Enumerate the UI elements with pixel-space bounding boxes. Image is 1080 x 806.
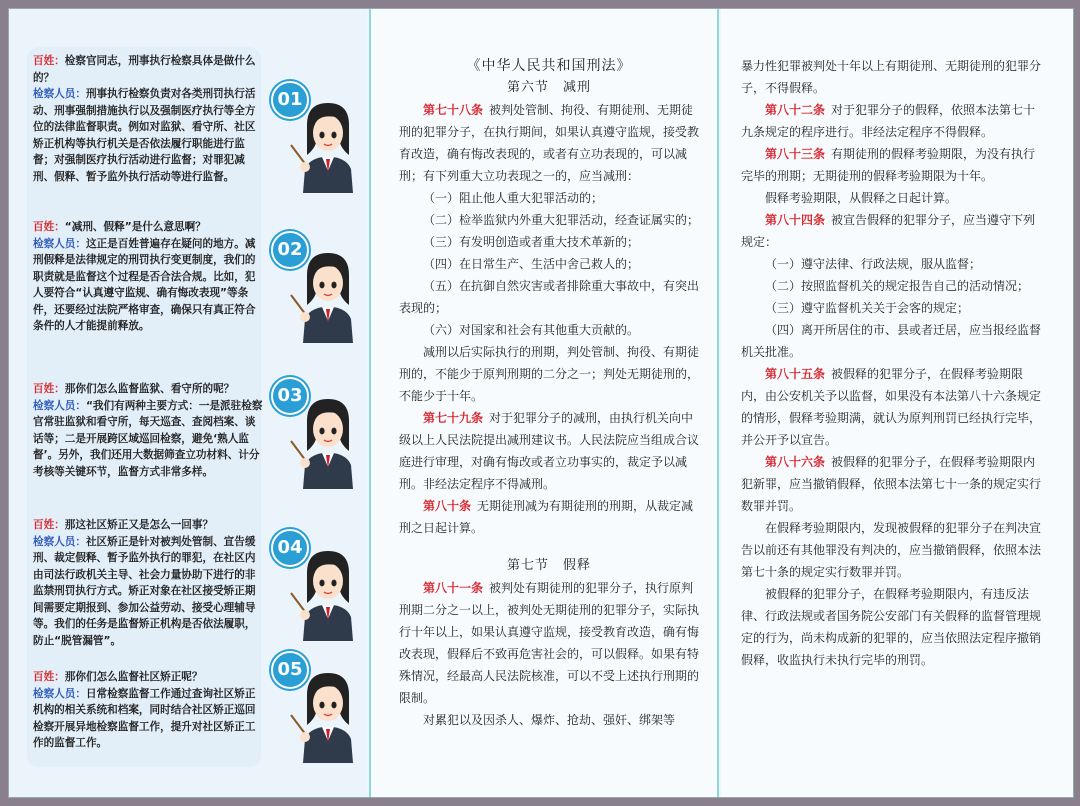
article-78-item-4: （四）在日常生产、生活中舍己救人的； — [423, 257, 640, 271]
qa-item-5 — [33, 669, 263, 752]
a-label: 检察人员： — [33, 237, 86, 250]
answer-text: “我们有两种主要方式：一是派驻检察官常驻监狱和看守所，每天巡查、查阅档案、谈话等；二是开展跨区域巡回检察，避免‘熟人监督’。另外，我们还用大数据筛查立功材料、计分考核等关键环节，监督方式非常多样。 — [33, 399, 263, 478]
teacher-figure-icon — [289, 393, 367, 489]
article-81-continued: 暴力性犯罪被判处十年以上有期徒刑、无期徒刑的犯罪分子，不得假释。 — [741, 59, 1042, 95]
article-78-item-1: （一）阻止他人重大犯罪活动的； — [423, 191, 604, 205]
q-label: 百姓： — [33, 55, 65, 67]
a-label: 检察人员： — [33, 535, 86, 548]
article-text: 对于犯罪分子的假释，依照本法第七十九条规定的程序进行。非经法定程序不得假释。 — [741, 103, 1036, 139]
a-label: 检察人员： — [33, 88, 86, 100]
qa-item-4 — [33, 517, 263, 649]
law-title: 《中华人民共和国刑法》 — [466, 58, 632, 74]
law-text-middle — [399, 55, 699, 731]
article-label: 第八十二条 — [765, 103, 826, 117]
article-text: 有期徒刑的假释考验期限，为没有执行完毕的刑期；无期徒刑的假释考验期限为十年。 — [741, 147, 1036, 183]
qa-panel — [9, 9, 367, 797]
question-text: 那这社区矫正又是怎么一回事？ — [64, 519, 214, 531]
teacher-figure-icon — [289, 667, 367, 763]
article-81 — [399, 577, 699, 709]
a-label: 检察人员： — [33, 399, 86, 412]
article-label: 第八十三条 — [765, 147, 826, 161]
article-84-item-4: （四）离开所居住的市、县或者迁居，应当报经监督机关批准。 — [741, 323, 1042, 359]
article-78-item-2: （二）检举监狱内外重大犯罪活动，经查证属实的； — [423, 213, 700, 227]
article-text: 被判处有期徒刑的犯罪分子，执行原判刑期二分之一以上，被判处无期徒刑的犯罪分子，实际执行十年以上，如果认真遵守监规，接受教育改造，确有悔改表现，假释后不致再危害社会的，可以假释。如果有特殊情况，经最高人民法院核准，可以不受上述执行刑期的限制。 — [399, 581, 700, 705]
article-78-item-5: （五）在抗御自然灾害或者排除重大事故中，有突出表现的； — [399, 279, 700, 315]
criminal-law-panel-middle — [369, 9, 719, 797]
article-81-tail: 对累犯以及因杀人、爆炸、抢劫、强奸、绑架等 — [423, 713, 676, 727]
article-78-item-6: （六）对国家和社会有其他重大贡献的。 — [423, 323, 640, 337]
article-86-para-3: 被假释的犯罪分子，在假释考验期限内，有违反法律、行政法规或者国务院公安部门有关假释的监督管理规定的行为，尚未构成新的犯罪的，应当依照法定程序撤销假释，收监执行未执行完毕的刑罚。 — [741, 587, 1042, 667]
question-text: “减刑、假释”是什么意思啊？ — [64, 221, 206, 233]
article-label: 第八十五条 — [765, 367, 826, 381]
section-7-heading: 第七节 假释 — [506, 558, 591, 573]
article-83 — [741, 143, 1047, 187]
article-text: 无期徒刑减为有期徒刑的刑期，从裁定减刑之日起计算。 — [399, 499, 694, 535]
a-label: 检察人员： — [33, 687, 86, 700]
article-86-para-2: 在假释考验期限内，发现被假释的犯罪分子在判决宣告以前还有其他罪没有判决的，应当撤销假释，依照本法第七十条的规定实行数罪并罚。 — [741, 521, 1042, 579]
article-text: 对于犯罪分子的减刑，由执行机关向中级以上人民法院提出减刑建议书。人民法院应当组成合议庭进行审理，对确有悔改或者立功事实的，裁定予以减刑。非经法定程序不得减刑。 — [399, 411, 700, 491]
qa-item-2 — [33, 219, 263, 335]
law-text-right — [741, 55, 1047, 671]
article-text: 被假释的犯罪分子，在假释考验期限内，由公安机关予以监督，如果没有本法第八十六条规定的情形，假释考验期满，就认为原判刑罚已经执行完毕，并公开予以宣告。 — [741, 367, 1042, 447]
number-badge-2: 02 — [271, 231, 309, 269]
article-78-tail: 减刑以后实际执行的刑期，判处管制、拘役、有期徒刑的，不能少于原判刑期的二分之一；判处无期徒刑的，不能少于十年。 — [399, 345, 700, 403]
number-badge-1: 01 — [271, 81, 309, 119]
q-label: 百姓： — [33, 671, 65, 683]
article-text: 被假释的犯罪分子，在假释考验期限内犯新罪，应当撤销假释，依照本法第七十一条的规定实行数罪并罚。 — [741, 455, 1042, 513]
teacher-figure-icon — [289, 97, 367, 193]
article-79 — [399, 407, 699, 495]
leaflet-sheet — [8, 8, 1074, 798]
article-label: 第七十九条 — [423, 411, 484, 425]
teacher-figure-icon — [289, 545, 367, 641]
number-badge-3: 03 — [271, 377, 309, 415]
q-label: 百姓： — [33, 221, 65, 233]
answer-text: 日常检察监督工作通过查询社区矫正机构的相关系统和档案，同时结合社区矫正巡回检察开展异地检察监督工作，提升对社区矫正工作的监督工作。 — [33, 687, 256, 749]
article-84 — [741, 209, 1047, 253]
article-83-tail: 假释考验期限，从假释之日起计算。 — [765, 191, 958, 205]
article-78 — [399, 99, 699, 187]
qa-item-3 — [33, 381, 263, 480]
article-86 — [741, 451, 1047, 517]
article-85 — [741, 363, 1047, 451]
question-text: 那你们怎么监督社区矫正呢？ — [64, 671, 203, 683]
article-label: 第八十一条 — [423, 581, 484, 595]
qa-item-1 — [33, 53, 263, 185]
q-label: 百姓： — [33, 519, 65, 531]
number-badge-5: 05 — [271, 651, 309, 689]
section-6-heading: 第六节 减刑 — [506, 80, 591, 95]
answer-text: 刑事执行检察负责对各类刑罚执行活动、刑事强制措施执行以及强制医疗执行等全方位的法律监督职责。例如对监狱、看守所、社区矫正机构等执行机关是否依法履行职能进行监督；对强制医疗执行活动进行监督；对罪犯减刑、假释、暂予监外执行活动等进行监督。 — [33, 88, 256, 183]
criminal-law-panel-right — [721, 9, 1073, 797]
article-label: 第七十八条 — [423, 103, 484, 117]
article-82 — [741, 99, 1047, 143]
answer-text: 社区矫正是针对被判处管制、宣告缓刑、裁定假释、暂予监外执行的罪犯，在社区内由司法行政机关主导、社会力量协助下进行的非监禁刑罚执行方式。矫正对象在社区接受矫正期间需要定期报到、参加公益劳动、接受心理辅导等。我们的任务是监督矫正机构是否依法履职，防止“脱管漏管”。 — [33, 535, 256, 647]
number-badge-4: 04 — [271, 529, 309, 567]
question-text: 检察官同志，刑事执行检察具体是做什么的？ — [33, 55, 256, 84]
article-text: 被宣告假释的犯罪分子，应当遵守下列规定： — [741, 213, 1036, 249]
question-text: 那你们怎么监督监狱、看守所的呢？ — [64, 383, 235, 395]
article-text: 被判处管制、拘役、有期徒刑、无期徒刑的犯罪分子，在执行期间，如果认真遵守监规，接受教育改造，确有悔改表现的，或者有立功表现的，可以减刑；有下列重大立功表现之一的，应当减刑： — [399, 103, 700, 183]
q-label: 百姓： — [33, 383, 65, 395]
article-80 — [399, 495, 699, 539]
article-label: 第八十四条 — [765, 213, 826, 227]
article-label: 第八十六条 — [765, 455, 826, 469]
teacher-figure-icon — [289, 247, 367, 343]
article-84-item-1: （一）遵守法律、行政法规，服从监督； — [765, 257, 982, 271]
article-84-item-3: （三）遵守监督机关关于会客的规定； — [765, 301, 970, 315]
article-78-item-3: （三）有发明创造或者重大技术革新的； — [423, 235, 640, 249]
answer-text: 这正是百姓普遍存在疑问的地方。减刑假释是法律规定的刑罚执行变更制度，我们的职责就是监督这个过程是否合法合规。比如，犯人要符合“认真遵守监规、确有悔改表现”等条件，还要经过法院严格审查，确保只有真正符合条件的人才能提前释放。 — [33, 237, 256, 332]
article-84-item-2: （二）按照监督机关的规定报告自己的活动情况； — [765, 279, 1030, 293]
article-label: 第八十条 — [423, 499, 472, 513]
